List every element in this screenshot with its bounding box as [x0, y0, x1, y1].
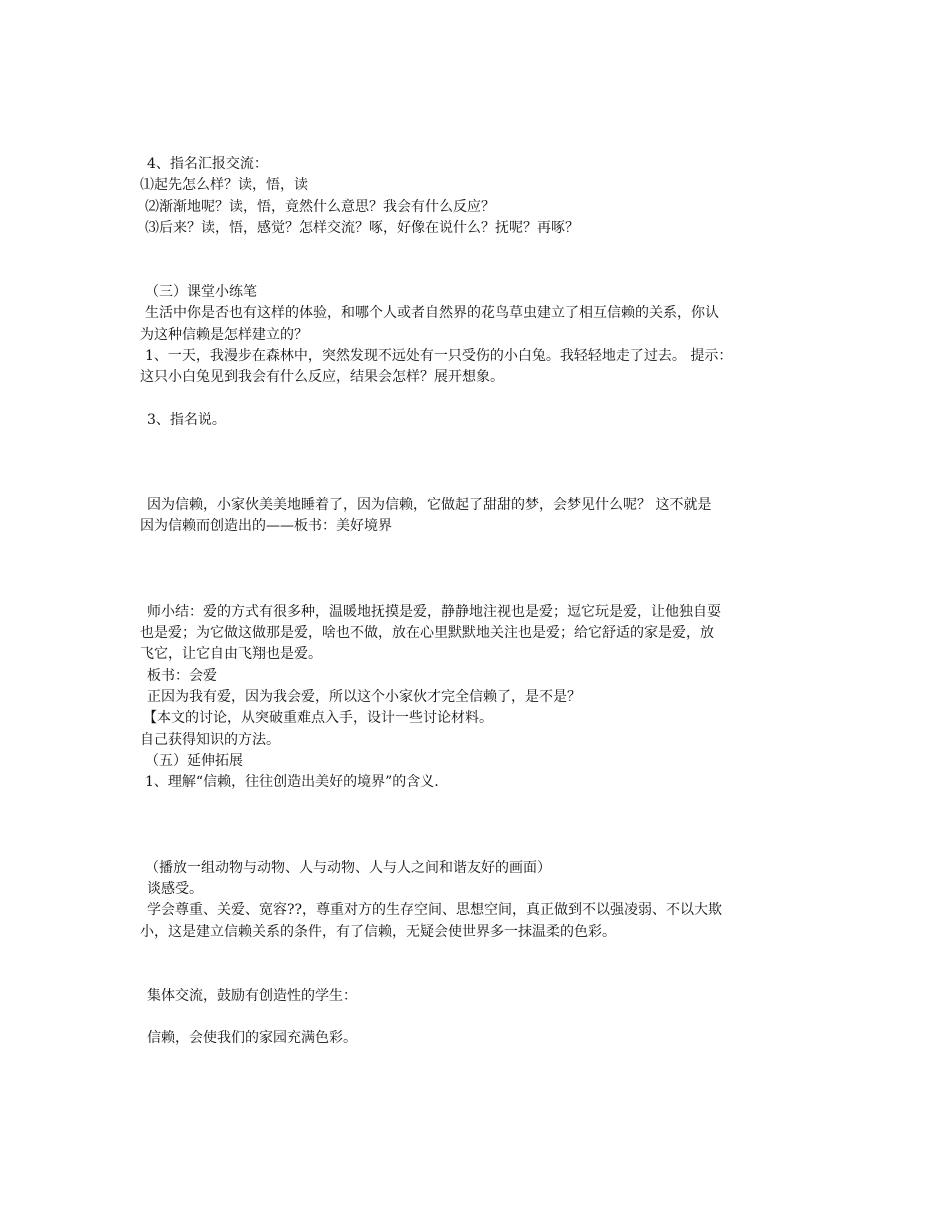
text-line: 1、理解“信赖，往往创造出美好的境界”的含义. [145, 774, 439, 790]
text-line: 自己获得知识的方法。 [140, 732, 280, 748]
text-line: ⑶后来？读，悟，感觉？怎样交流？啄，好像在说什么？抚呢？再啄？ [145, 220, 579, 236]
section-heading: （五）延伸拓展 [145, 753, 243, 769]
text-line: ⑴起先怎么样？读，悟，读 [140, 177, 308, 193]
text-line: 板书：会爱 [147, 668, 217, 684]
text-line: 3、指名说。 [147, 412, 226, 428]
text-line: 信赖，会使我们的家园充满色彩。 [147, 1030, 357, 1046]
text-line: 小，这是建立信赖关系的条件，有了信赖，无疑会使世界多一抹温柔的色彩。 [140, 924, 616, 940]
text-line: 集体交流，鼓励有创造性的学生： [147, 988, 357, 1004]
text-line: 4、指名汇报交流： [147, 156, 268, 172]
text-line: （播放一组动物与动物、人与动物、人与人之间和谐友好的画面） [145, 860, 551, 876]
text-line: 也是爱；为它做这做那是爱，啥也不做，放在心里默默地关注也是爱；给它舒适的家是爱，放 [140, 625, 714, 641]
text-line: 【本文的讨论，从突破重难点入手，设计一些讨论材料。 [143, 710, 493, 726]
text-line: 因为信赖，小家伙美美地睡着了，因为信赖，它做起了甜甜的梦，会梦见什么呢？ 这不就是 [147, 497, 712, 513]
text-line: 为这种信赖是怎样建立的？ [140, 327, 308, 343]
text-line: 因为信赖而创造出的——板书：美好境界 [140, 518, 392, 534]
text-line: 谈感受。 [147, 881, 203, 897]
text-line: 生活中你是否也有这样的体验，和哪个人或者自然界的花鸟草虫建立了相互信赖的关系，你认 [145, 305, 719, 321]
text-line: 这只小白兔见到我会有什么反应，结果会怎样？展开想象。 [140, 369, 504, 385]
text-line: ⑵渐渐地呢？读，悟，竟然什么意思？我会有什么反应？ [145, 199, 495, 215]
section-heading: （三）课堂小练笔 [145, 284, 257, 300]
text-line: 1、一天，我漫步在森林中，突然发现不远处有一只受伤的小白兔。我轻轻地走了过去。 提示： [145, 348, 733, 364]
text-line: 正因为我有爱，因为我会爱，所以这个小家伙才完全信赖了，是不是？ [147, 689, 581, 705]
text-line: 学会尊重、关爱、宽容??，尊重对方的生存空间、思想空间，真正做到不以强凌弱、不以大欺 [147, 902, 723, 918]
text-line: 师小结：爱的方式有很多种，温暖地抚摸是爱，静静地注视也是爱；逗它玩是爱，让他独自耍 [147, 604, 721, 620]
text-line: 飞它，让它自由飞翔也是爱。 [140, 646, 322, 662]
